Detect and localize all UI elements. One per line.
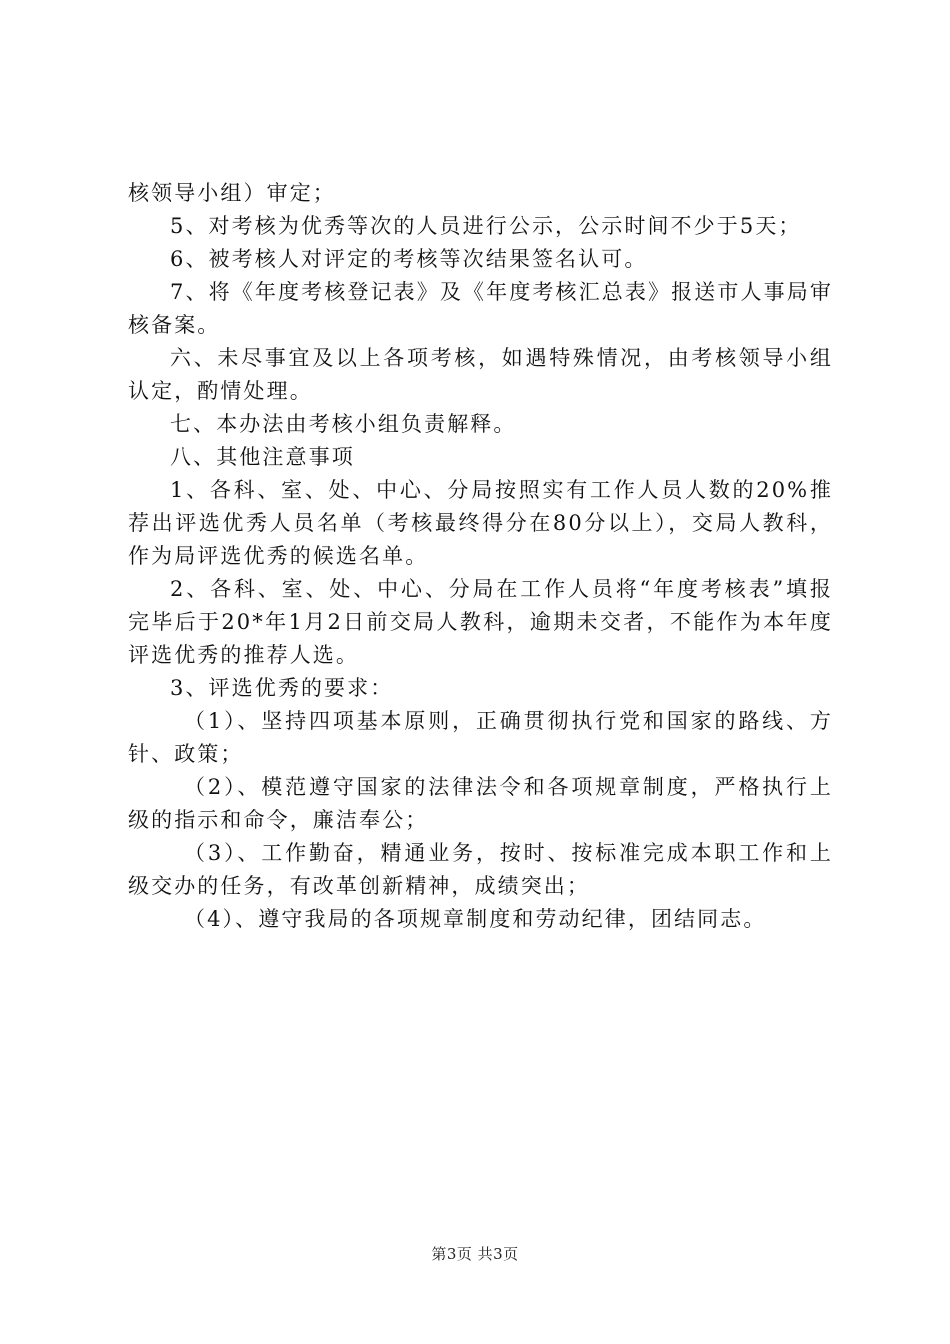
requirement-2: （2）、模范遵守国家的法律法令和各项规章制度，严格执行上级的指示和命令，廉洁奉公； <box>128 775 833 832</box>
section-seven: 七、本办法由考核小组负责解释。 <box>170 412 517 436</box>
requirement-4: （4）、遵守我局的各项规章制度和劳动纪律，团结同志。 <box>184 907 767 931</box>
paragraph-continuation: 核领导小组）审定； <box>128 181 336 205</box>
section-six: 六、未尽事宜及以上各项考核，如遇特殊情况，由考核领导小组认定，酌情处理。 <box>128 346 833 403</box>
notice-item-3: 3、评选优秀的要求： <box>170 676 394 700</box>
paragraph-item-6: 6、被考核人对评定的考核等次结果签名认可。 <box>170 247 648 271</box>
requirement-3: （3）、工作勤奋，精通业务，按时、按标准完成本职工作和上级交办的任务，有改革创新精神，成绩突出； <box>128 841 833 898</box>
paragraph-item-7: 7、将《年度考核登记表》及《年度考核汇总表》报送市人事局审核备案。 <box>128 280 833 337</box>
page-number-footer: 第3页 共3页 <box>431 1245 519 1263</box>
notice-item-1: 1、各科、室、处、中心、分局按照实有工作人员人数的20%推荐出评选优秀人员名单（考核最终得分在80分以上），交局人教科，作为局评选优秀的候选名单。 <box>128 478 833 568</box>
requirement-1: （1）、坚持四项基本原则，正确贯彻执行党和国家的路线、方针、政策； <box>128 709 833 766</box>
document-body <box>128 177 833 936</box>
section-eight-heading: 八、其他注意事项 <box>170 445 355 469</box>
notice-item-2: 2、各科、室、处、中心、分局在工作人员将“年度考核表”填报完毕后于20*年1月2日前交局人教科，逾期未交者，不能作为本年度评选优秀的推荐人选。 <box>128 577 833 667</box>
paragraph-item-5: 5、对考核为优秀等次的人员进行公示，公示时间不少于5天； <box>170 214 802 238</box>
